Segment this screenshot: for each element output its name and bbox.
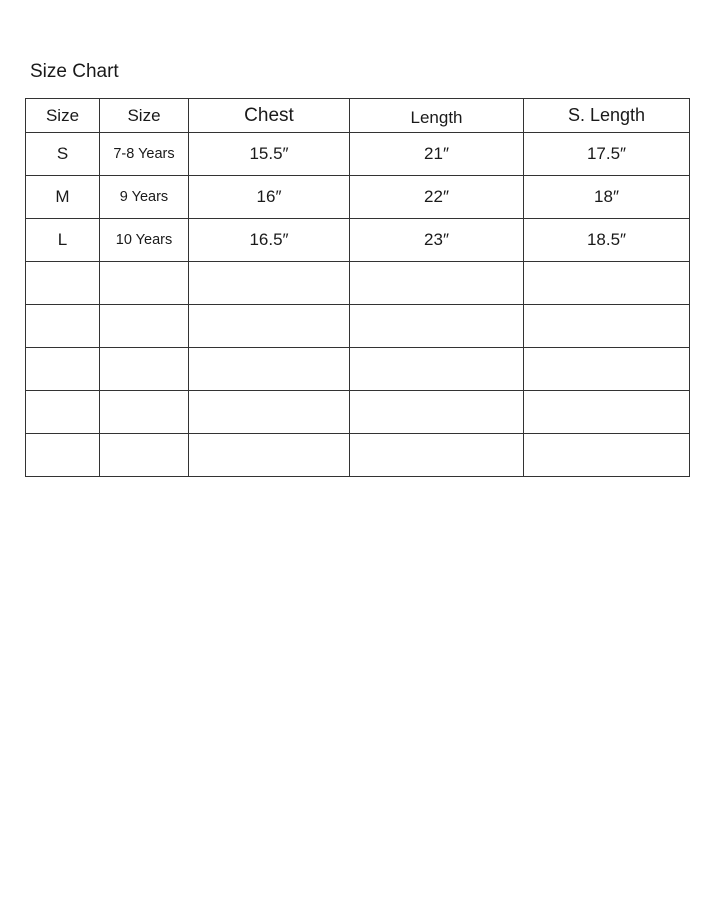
cell-s-length: [524, 434, 690, 477]
cell-s-length: [524, 262, 690, 305]
cell-length: [350, 348, 524, 391]
header-size: Size: [26, 99, 100, 133]
cell-length: [350, 391, 524, 434]
cell-length: 23″: [350, 219, 524, 262]
header-s-length: S. Length: [524, 99, 690, 133]
cell-s-length: 18.5″: [524, 219, 690, 262]
page-title: Size Chart: [30, 61, 119, 82]
cell-length: [350, 434, 524, 477]
cell-size: [26, 434, 100, 477]
table-row-empty: [26, 262, 690, 305]
header-chest: Chest: [189, 99, 350, 133]
cell-s-length: [524, 391, 690, 434]
cell-chest: [189, 434, 350, 477]
cell-length: [350, 305, 524, 348]
table-row-empty: [26, 348, 690, 391]
table-row: [26, 133, 690, 176]
cell-size: [26, 305, 100, 348]
cell-chest: [189, 305, 350, 348]
cell-chest: [189, 391, 350, 434]
cell-s-length: [524, 305, 690, 348]
header-length: Length: [350, 99, 524, 133]
cell-age: 7-8 Years: [100, 133, 189, 176]
header-size-age: Size: [100, 99, 189, 133]
cell-size: [26, 391, 100, 434]
table-header-row: [26, 99, 690, 133]
cell-size: M: [26, 176, 100, 219]
cell-s-length: 17.5″: [524, 133, 690, 176]
table-row: [26, 219, 690, 262]
table-row-empty: [26, 434, 690, 477]
cell-s-length: [524, 348, 690, 391]
cell-length: 21″: [350, 133, 524, 176]
cell-chest: 16″: [189, 176, 350, 219]
cell-age: [100, 391, 189, 434]
cell-size: L: [26, 219, 100, 262]
cell-s-length: 18″: [524, 176, 690, 219]
cell-size: [26, 348, 100, 391]
cell-chest: [189, 262, 350, 305]
cell-age: 9 Years: [100, 176, 189, 219]
cell-chest: 15.5″: [189, 133, 350, 176]
cell-length: [350, 262, 524, 305]
cell-chest: [189, 348, 350, 391]
cell-age: 10 Years: [100, 219, 189, 262]
cell-age: [100, 305, 189, 348]
table-row: [26, 176, 690, 219]
table-row-empty: [26, 391, 690, 434]
cell-age: [100, 262, 189, 305]
cell-size: S: [26, 133, 100, 176]
cell-age: [100, 434, 189, 477]
cell-age: [100, 348, 189, 391]
table-row-empty: [26, 305, 690, 348]
size-chart-table: [25, 98, 690, 477]
cell-chest: 16.5″: [189, 219, 350, 262]
cell-length: 22″: [350, 176, 524, 219]
cell-size: [26, 262, 100, 305]
